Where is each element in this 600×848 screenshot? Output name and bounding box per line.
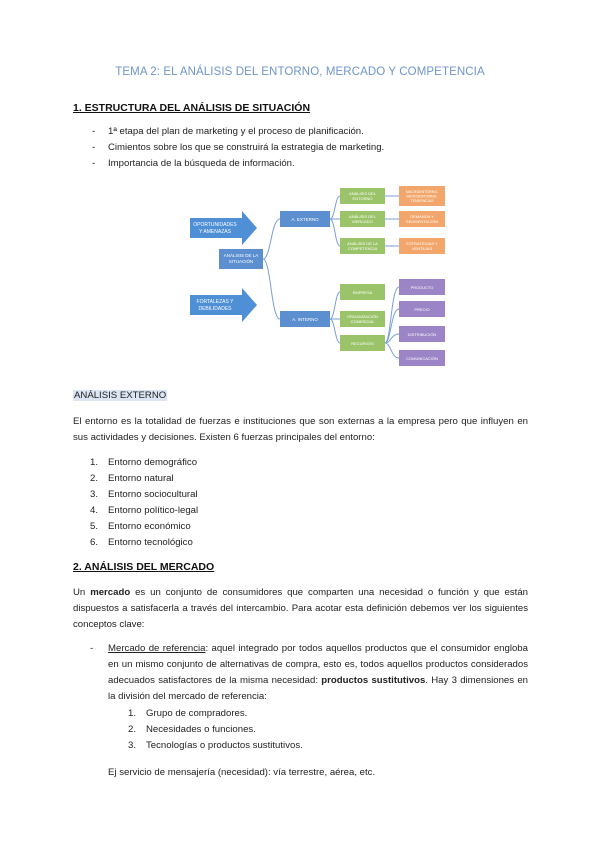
- environment-forces-list: [90, 455, 508, 551]
- svg-text:COMPETENCIA: COMPETENCIA: [347, 246, 378, 251]
- svg-text:ANÁLISIS DE LA: ANÁLISIS DE LA: [347, 241, 378, 246]
- list-item: 3. Tecnologías o productos sustitutivos.: [128, 740, 303, 751]
- competition-analysis-node: [340, 238, 385, 254]
- communication-node: [399, 350, 445, 366]
- commercial-organization-node: [340, 311, 385, 327]
- svg-text:TENDENCIAS: TENDENCIAS: [410, 199, 434, 203]
- svg-text:A. EXTERNO: A. EXTERNO: [291, 217, 319, 222]
- macroenvironment-node: [399, 186, 445, 206]
- list-item: - Cimientos sobre los que se construirá la estrategia de marketing.: [92, 142, 385, 153]
- svg-text:PRECIO: PRECIO: [414, 307, 430, 312]
- price-node: [399, 301, 445, 317]
- list-item: 1. Grupo de compradores.: [128, 708, 248, 719]
- dash-marker: -: [90, 643, 94, 654]
- strengths-weaknesses-arrow: [190, 288, 257, 322]
- external-analysis-heading: ANÁLISIS EXTERNO: [74, 390, 167, 401]
- svg-text:A. INTERNO: A. INTERNO: [292, 317, 318, 322]
- svg-text:DEBILIDADES: DEBILIDADES: [198, 306, 232, 312]
- resources-node: [340, 335, 385, 351]
- svg-text:SEGMENTACIÓN: SEGMENTACIÓN: [405, 219, 439, 224]
- svg-text:MICROENTORNO,: MICROENTORNO,: [406, 194, 438, 199]
- svg-text:COMUNICACIÓN: COMUNICACIÓN: [406, 356, 438, 361]
- svg-text:MACROENTORNO,: MACROENTORNO,: [405, 190, 439, 194]
- company-node: [340, 284, 385, 300]
- section2-heading: 2. ANÁLISIS DEL MERCADO: [73, 561, 215, 573]
- list-item: 2. Necesidades o funciones.: [128, 724, 256, 735]
- svg-text:ANÁLISIS DE LA: ANÁLISIS DE LA: [223, 253, 259, 258]
- internal-analysis-node: [280, 311, 330, 327]
- reference-market-paragraph: Mercado de referencia: aquel integrado por todos aquellos productos que el consumidor engloba en un mismo conjunto de alternativas de compra, esto es, todos aquellos productos considerados adecuados satisfactores de la misma necesidad: productos sustitutivos. Hay 3 dimensiones en la división del mercado de referencia:: [108, 643, 529, 702]
- svg-text:ENTORNO: ENTORNO: [352, 196, 373, 201]
- svg-text:MERCADO: MERCADO: [352, 219, 373, 224]
- example-text: Ej servicio de mensajería (necesidad): vía terrestre, aérea, etc.: [108, 767, 376, 778]
- svg-text:DEMANDA Y: DEMANDA Y: [410, 214, 434, 219]
- section1-heading: 1. ESTRUCTURA DEL ANÁLISIS DE SITUACIÓN: [73, 102, 311, 114]
- svg-text:ORGANIZACIÓN: ORGANIZACIÓN: [347, 314, 378, 319]
- list-item: 1. Entorno demográfico: [90, 457, 198, 468]
- opportunities-threats-arrow: [190, 211, 257, 245]
- svg-text:COMERCIAL: COMERCIAL: [350, 319, 375, 324]
- list-item: 2. Entorno natural: [90, 473, 174, 484]
- svg-text:ANÁLISIS DEL: ANÁLISIS DEL: [349, 191, 376, 196]
- svg-text:FORTALEZAS Y: FORTALEZAS Y: [196, 299, 234, 305]
- list-item: 5. Entorno económico: [90, 521, 191, 532]
- external-analysis-node: [280, 211, 330, 227]
- product-node: [399, 279, 445, 295]
- list-item: - Importancia de la búsqueda de información.: [92, 158, 295, 169]
- svg-text:SITUACIÓN: SITUACIÓN: [228, 259, 254, 264]
- svg-text:OPORTUNIDADES: OPORTUNIDADES: [193, 222, 237, 228]
- svg-text:VENTAJAS: VENTAJAS: [411, 246, 433, 251]
- svg-text:EMPRESA: EMPRESA: [352, 290, 373, 295]
- situation-analysis-node: [219, 249, 263, 269]
- page-title: TEMA 2: EL ANÁLISIS DEL ENTORNO, MERCADO Y COMPETENCIA: [115, 66, 485, 78]
- svg-text:Y AMENAZAS: Y AMENAZAS: [199, 229, 231, 235]
- list-item: 3. Entorno sociocultural: [90, 489, 198, 500]
- situation-analysis-diagram: [175, 183, 480, 373]
- reference-market-dimensions: [128, 706, 526, 754]
- svg-text:ANÁLISIS DEL: ANÁLISIS DEL: [349, 214, 376, 219]
- environment-analysis-node: [340, 188, 385, 204]
- strategies-advantages-node: [399, 238, 445, 254]
- demand-segmentation-node: [399, 211, 445, 227]
- svg-text:RECURSOS: RECURSOS: [351, 341, 374, 346]
- list-item: 4. Entorno político-legal: [90, 505, 199, 516]
- list-item: - 1ª etapa del plan de marketing y el proceso de planificación.: [92, 126, 364, 137]
- market-analysis-node: [340, 211, 385, 227]
- distribution-node: [399, 326, 445, 342]
- market-definition-paragraph: Un mercado es un conjunto de consumidores que comparten una necesidad o función y que están dispuestos a satisfacerla a través del intercambio. Para acotar esta definición debemos ver los siguientes conceptos clave:: [73, 587, 528, 630]
- svg-text:ESTRATEGIAS Y: ESTRATEGIAS Y: [406, 241, 438, 246]
- external-analysis-paragraph: El entorno es la totalidad de fuerzas e instituciones que son externas a la empresa pero que influyen en sus actividades y decisiones. Existen 6 fuerzas principales del entorno:: [73, 416, 528, 443]
- section1-bullets: [92, 124, 548, 172]
- svg-text:DISTRIBUCIÓN: DISTRIBUCIÓN: [407, 332, 437, 337]
- list-item: 6. Entorno tecnológico: [90, 537, 193, 548]
- svg-text:PRODUCTO: PRODUCTO: [410, 285, 434, 290]
